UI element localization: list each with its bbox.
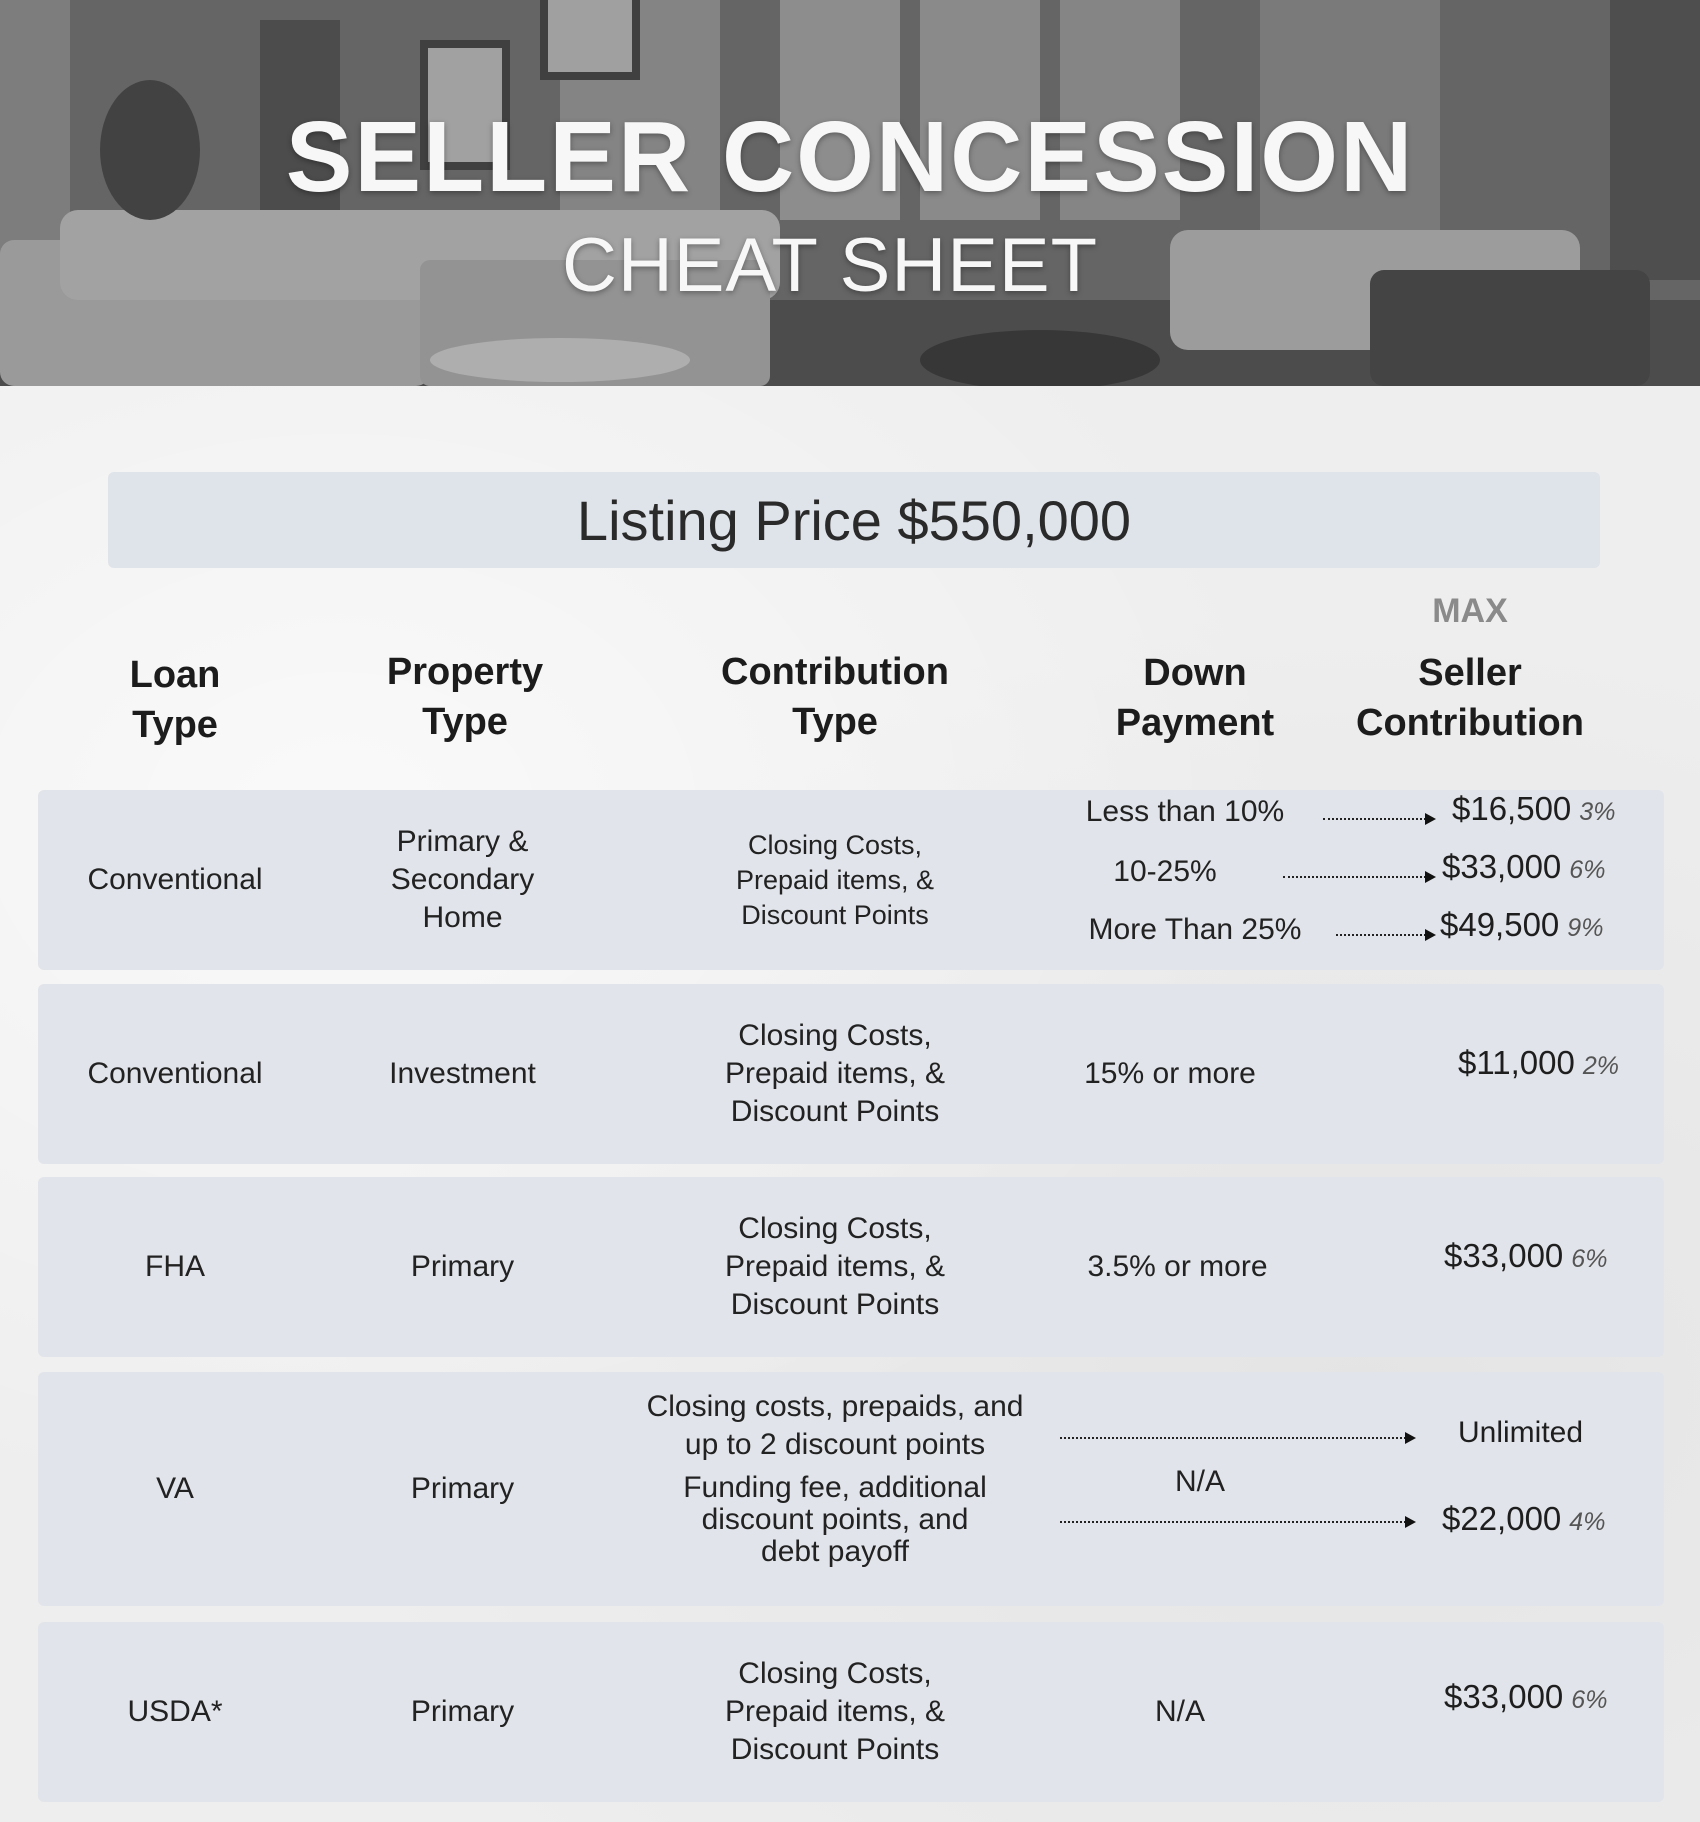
header-property-type: Property Type [386, 651, 544, 743]
arrow-icon [1336, 934, 1426, 936]
loan-type-cell: Conventional [87, 863, 263, 896]
property-type-cell: Investment [389, 1057, 536, 1090]
property-type-cell: Primary [410, 1250, 515, 1283]
seller-contribution-amount: $33,000 6% [1442, 848, 1606, 885]
loan-type-cell: USDA* [127, 1695, 223, 1728]
loan-type-cell: FHA [145, 1250, 205, 1283]
arrow-icon [1283, 876, 1426, 878]
hero-banner [0, 0, 1700, 386]
down-payment-cell: 3.5% or more [1087, 1250, 1268, 1283]
page-subtitle: CHEAT SHEET [561, 223, 1099, 308]
down-payment-tier: 10-25% [1113, 855, 1217, 888]
header-loan-type: Loan Type [129, 654, 221, 746]
loan-type-cell: VA [156, 1472, 194, 1505]
property-type-cell: Primary & Secondary Home [390, 825, 535, 934]
contribution-type-cell: Closing Costs, Prepaid items, & Discount Points [724, 1212, 946, 1321]
property-type-cell: Primary [410, 1695, 515, 1728]
seller-contribution-amount: Unlimited [1458, 1416, 1584, 1449]
arrow-icon [1323, 818, 1426, 820]
header-contribution-type: Contribution Type [721, 651, 949, 743]
arrow-icon [1060, 1521, 1406, 1523]
property-type-cell: Primary [410, 1472, 515, 1505]
header-down-payment: Down Payment [1115, 652, 1275, 744]
seller-contribution-amount: $33,000 6% [1444, 1678, 1608, 1715]
seller-contribution-amount: $11,000 2% [1458, 1044, 1619, 1081]
seller-contribution-amount: $33,000 6% [1444, 1237, 1608, 1274]
down-payment-tier: Less than 10% [1085, 795, 1285, 828]
down-payment-cell: N/A [1154, 1695, 1205, 1728]
contribution-type-cell: Closing Costs, Prepaid items, & Discount Points [735, 829, 935, 930]
contribution-type-cell: Closing costs, prepaids, and up to 2 discount points [646, 1390, 1024, 1461]
down-payment-tier: More Than 25% [1088, 913, 1302, 946]
seller-contribution-amount: $49,500 9% [1440, 906, 1604, 943]
down-payment-cell: 15% or more [1084, 1057, 1256, 1090]
contribution-type-cell: Funding fee, additional discount points, and debt payoff [683, 1471, 987, 1568]
header-max-label: MAX [1432, 592, 1508, 630]
seller-contribution-amount: $22,000 4% [1442, 1500, 1606, 1537]
header-seller-contribution: Seller Contribution [1356, 652, 1584, 744]
listing-price-label: Listing Price $550,000 [576, 488, 1132, 552]
seller-contribution-amount: $16,500 3% [1452, 790, 1616, 827]
loan-type-cell: Conventional [87, 1057, 263, 1090]
page-title: SELLER CONCESSION [285, 101, 1415, 213]
contribution-type-cell: Closing Costs, Prepaid items, & Discount Points [724, 1019, 946, 1128]
down-payment-cell: N/A [1174, 1465, 1225, 1498]
contribution-type-cell: Closing Costs, Prepaid items, & Discount Points [724, 1657, 946, 1766]
arrow-icon [1060, 1437, 1406, 1439]
listing-price-banner [108, 472, 1600, 568]
